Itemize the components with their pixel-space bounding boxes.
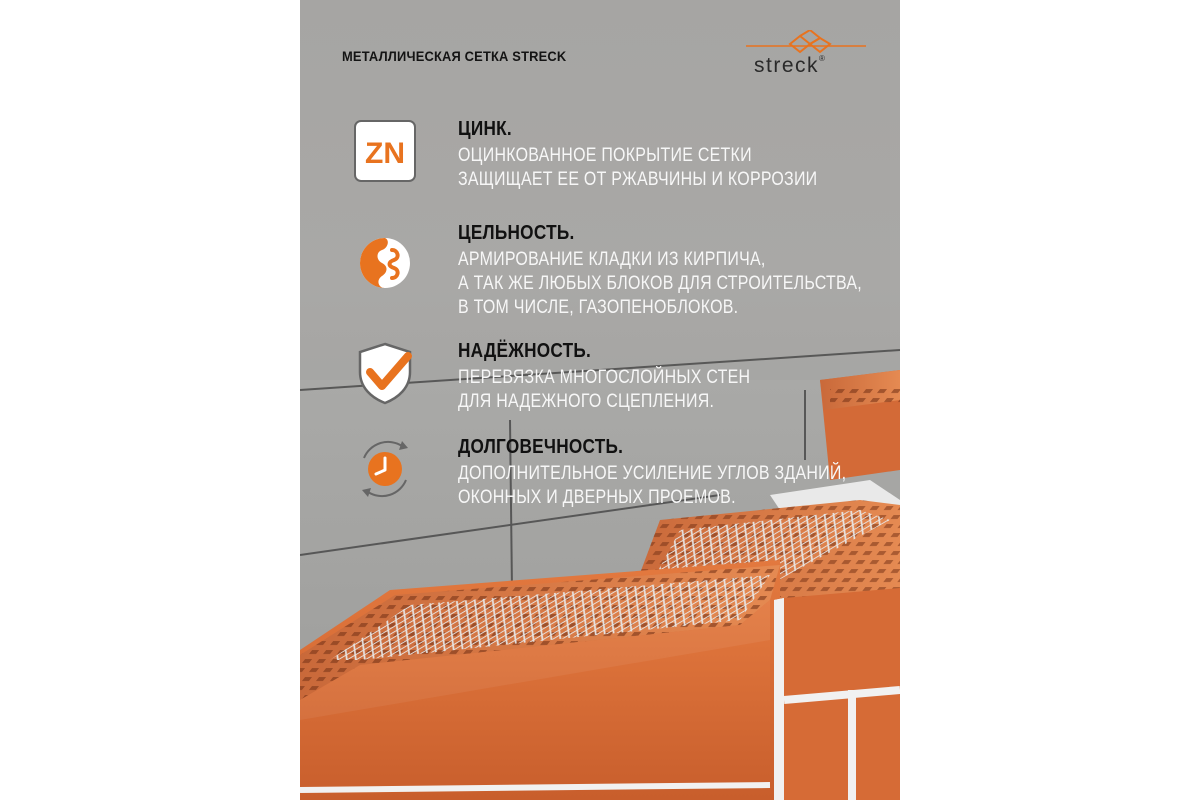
feature-line: В ТОМ ЧИСЛЕ, ГАЗОПЕНОБЛОКОВ. — [458, 297, 739, 318]
feature-description — [458, 144, 817, 192]
feature-description — [458, 366, 750, 414]
logo-text: streck — [754, 54, 820, 77]
feature-line: ПЕРЕВЯЗКА МНОГОСЛОЙНЫХ СТЕН — [458, 367, 751, 388]
shield-check-icon — [352, 340, 418, 406]
logo-registered-mark: ® — [819, 54, 827, 63]
clock-cycle-icon — [352, 436, 418, 502]
feature-line: ДЛЯ НАДЕЖНОГО СЦЕПЛЕНИЯ. — [458, 391, 715, 412]
feature-line: АРМИРОВАНИЕ КЛАДКИ ИЗ КИРПИЧА, — [458, 249, 766, 270]
feature-line: А ТАК ЖЕ ЛЮБЫХ БЛОКОВ ДЛЯ СТРОИТЕЛЬСТВА, — [458, 273, 862, 294]
feature-line: ОКОННЫХ И ДВЕРНЫХ ПРОЕМОВ. — [458, 487, 736, 508]
feature-title: НАДЁЖНОСТЬ. — [458, 340, 592, 362]
page-title: МЕТАЛЛИЧЕСКАЯ СЕТКА STRECK — [342, 48, 567, 64]
feature-title: ЦИНК. — [458, 118, 512, 140]
feature-title: ДОЛГОВЕЧНОСТЬ. — [458, 436, 624, 458]
feature-title: ЦЕЛЬНОСТЬ. — [458, 222, 575, 244]
logo-wordmark — [754, 54, 826, 78]
zinc-badge-text: ZN — [365, 137, 405, 170]
feature-line: ДОПОЛНИТЕЛЬНОЕ УСИЛЕНИЕ УГЛОВ ЗДАНИЙ, — [458, 463, 847, 484]
feature-description — [458, 248, 862, 320]
feature-line: ОЦИНКОВАННОЕ ПОКРЫТИЕ СЕТКИ — [458, 145, 752, 166]
zinc-badge-icon — [352, 118, 418, 184]
feature-description — [458, 462, 846, 510]
puzzle-circle-icon — [352, 230, 418, 296]
feature-line: ЗАЩИЩАЕТ ЕЕ ОТ РЖАВЧИНЫ И КОРРОЗИИ — [458, 169, 818, 190]
product-card — [300, 0, 900, 800]
